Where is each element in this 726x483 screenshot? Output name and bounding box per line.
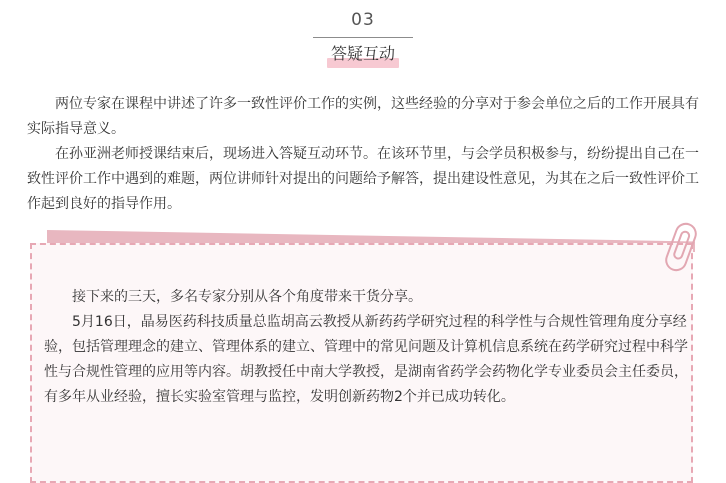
intro-paragraph: 两位专家在课程中讲述了许多一致性评价工作的实例，这些经验的分享对于参会单位之后的工作开展具有实际指导意义。: [27, 96, 699, 137]
card-paragraph: 5月16日，晶易医药科技质量总监胡高云教授从新药药学研究过程的科学性与合规性管理角度分享经验，包括管理理念的建立、管理体系的建立、管理中的常见问题及计算机信息系统在药学研究过程中科学性与合规性管理的应用等内容。胡教授任中南大学教授，是湖南省药学会药物化学专业委员会主任委员，有多年从业经验，擅长实验室管理与监控，发明创新药物2个并已成功转化。: [44, 314, 688, 405]
section-title-text: 答疑互动: [330, 44, 395, 63]
section-title-wrap: [0, 40, 726, 64]
card-paragraph: 接下来的三天，多名专家分别从各个角度带来干货分享。: [72, 289, 422, 305]
intro-paragraph: 在孙亚洲老师授课结束后，现场进入答疑互动环节。在该环节里，与会学员积极参与，纷纷提出自己在一致性评价工作中遇到的难题，两位讲师针对提出的问题给予解答，提出建设性意见，为其在之后一致性评价工作起到良好的指导作用。: [27, 146, 699, 212]
intro-text: [27, 92, 699, 217]
note-card-text: [44, 285, 690, 410]
section-number: 03: [351, 10, 375, 30]
section-title: [327, 40, 399, 64]
section-divider: [313, 37, 413, 38]
